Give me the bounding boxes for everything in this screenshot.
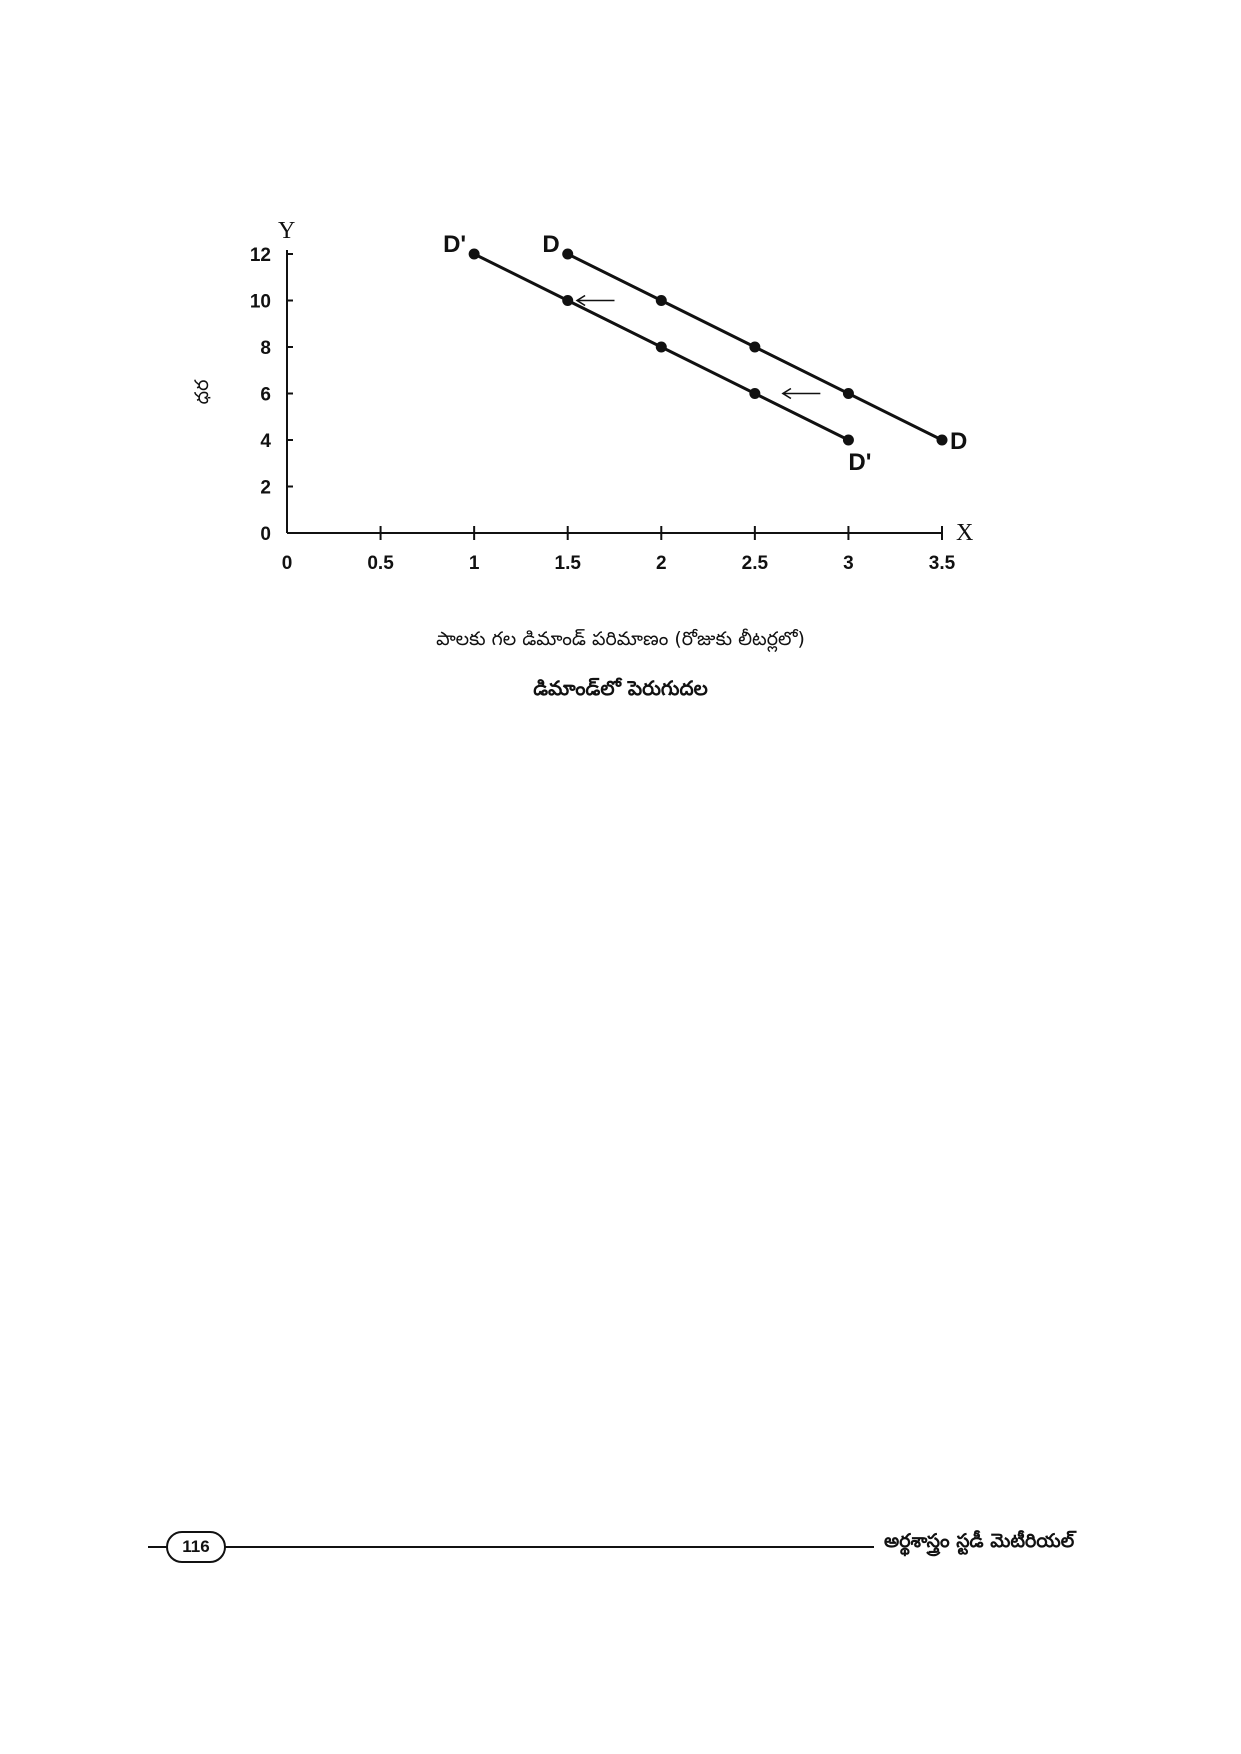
footer-line-left <box>148 1546 168 1548</box>
series-point <box>562 295 573 306</box>
y-axis-label: ధర <box>191 379 213 405</box>
y-tick-label: 6 <box>260 384 271 406</box>
x-axis-letter: X <box>956 520 974 546</box>
x-tick-label: 3.5 <box>928 553 956 574</box>
series-point <box>843 435 854 446</box>
x-tick-label: 0 <box>281 553 293 574</box>
series-point <box>469 249 480 260</box>
shift-arrow <box>783 389 820 399</box>
y-tick-label: 2 <box>260 477 271 499</box>
y-tick-label: 10 <box>249 291 271 313</box>
x-tick-label: 2.5 <box>741 553 769 574</box>
series-end-label: D' <box>848 449 872 476</box>
x-tick-label: 3 <box>843 553 854 574</box>
series-point <box>749 342 760 353</box>
x-tick-label: 1 <box>468 553 480 574</box>
footer-line-right <box>222 1546 874 1548</box>
x-tick-label: 2 <box>655 553 667 574</box>
y-tick-label: 8 <box>260 338 271 359</box>
x-tick-label: 0.5 <box>367 553 394 574</box>
y-tick-label: 0 <box>260 524 271 545</box>
book-title: అర్థశాస్త్రం స్టడీ మెటీరియల్ <box>884 1530 1075 1552</box>
page-number-badge: 116 <box>166 1531 226 1563</box>
y-axis-letter: Y <box>278 218 296 244</box>
series-start-label: D' <box>443 231 467 258</box>
x-tick-label: 1.5 <box>554 553 581 574</box>
y-tick-label: 4 <box>260 431 271 452</box>
series-point <box>937 435 948 446</box>
x-axis-label: పాలకు గల డిమాండ్ పరిమాణం (రోజుకు లీటర్లలో) <box>436 628 805 650</box>
shift-arrow <box>577 296 614 306</box>
series-point <box>656 295 667 306</box>
chart-title: డిమాండ్‌లో పెరుగుదల <box>533 676 708 700</box>
series-end-label: D <box>950 428 968 455</box>
chart-ticks <box>250 245 956 574</box>
series-start-label: D <box>542 231 560 258</box>
chart-annotations <box>577 296 820 399</box>
series-point <box>656 342 667 353</box>
series-point <box>749 388 760 399</box>
chart-series <box>443 231 967 476</box>
y-tick-label: 12 <box>249 245 271 266</box>
series-point <box>843 388 854 399</box>
series-point <box>562 249 573 260</box>
